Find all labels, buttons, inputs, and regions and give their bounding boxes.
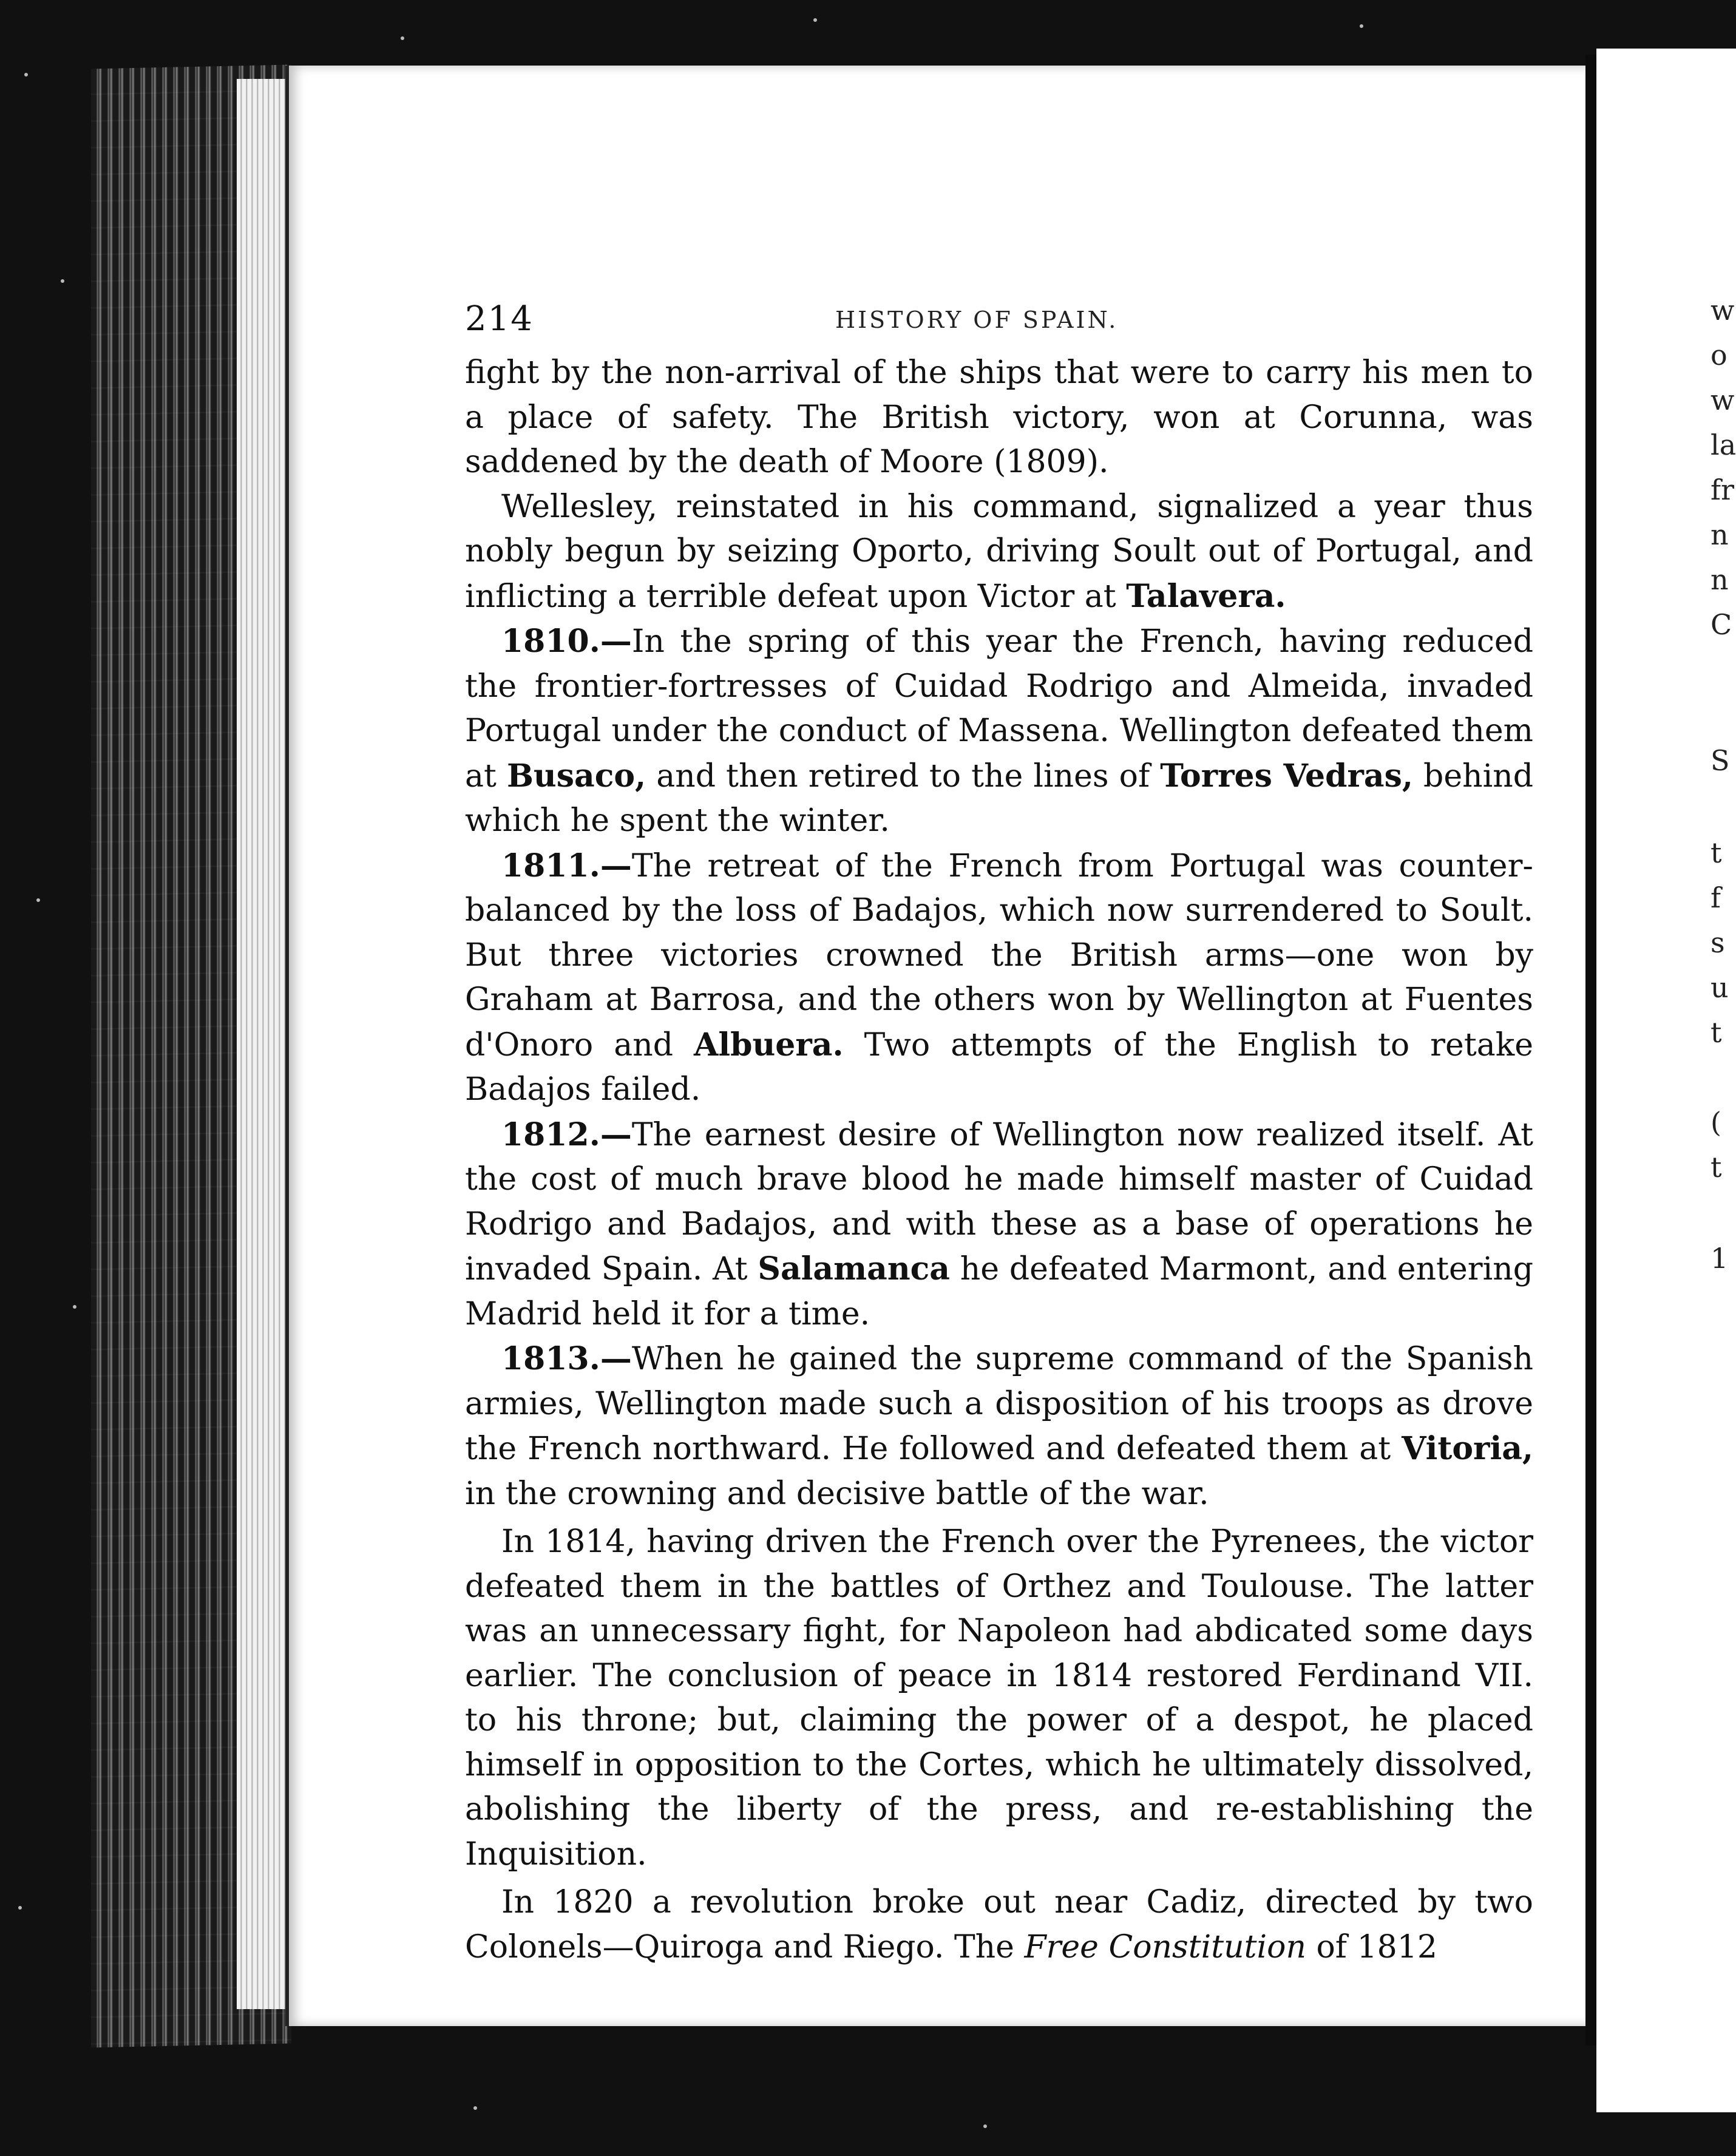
scan-speck: [18, 1906, 22, 1910]
bold-term: 1813.—: [501, 1340, 632, 1377]
paragraph: [465, 619, 1533, 844]
facing-page-fragment: n: [1711, 518, 1729, 551]
paragraph-text: of 1812: [1306, 1928, 1437, 1965]
bold-term: Salamanca: [758, 1250, 950, 1287]
bold-term: 1810.—: [501, 623, 632, 660]
scan-speck: [813, 18, 817, 22]
paragraph-text: The retreat of the French from Portugal was counter-balanced by the loss of Badajos, which now surrendered to Soult. But three victories crowned the British arms—one won by Graham at Barrosa, and the others won by Wellington at Fuentes d'Onoro and: [465, 847, 1533, 1063]
scan-speck: [401, 36, 404, 40]
paragraph: [465, 351, 1533, 485]
paragraph-text: Two attempts of the English to retake Badajos failed.: [465, 1026, 1533, 1108]
paragraph-text: in the crowning and decisive battle of the war.: [465, 1475, 1209, 1512]
paragraph: [465, 1337, 1533, 1516]
bold-term: Vitoria,: [1402, 1430, 1533, 1467]
book-gutter: [1585, 55, 1596, 2046]
page-number: 214: [465, 299, 534, 339]
running-title: HISTORY OF SPAIN.: [835, 307, 1119, 333]
bold-term: 1811.—: [501, 847, 632, 884]
scan-speck: [473, 2106, 477, 2110]
paragraph-text: In 1814, having driven the French over the Pyrenees, the victor defeated them in the battles of Orthez and Toulouse. The latter was an unnecessary fight, for Napoleon had abdicated some days earlier. The conclusion of peace in 1814 restored Ferdinand VII. to his throne; but, claiming the power of a despot, he placed himself in opposition to the Cortes, which he ultimately dissolved, abolishing the liberty of the press, and re-establishing the Inquisition.: [465, 1524, 1533, 1873]
paragraph: [465, 1880, 1533, 1970]
scan-speck: [24, 73, 28, 76]
paragraph: [465, 1520, 1533, 1877]
scan-speck: [983, 2124, 987, 2128]
paragraph-text: he defeated Marmont, and entering Madrid held it for a time.: [465, 1251, 1533, 1332]
paragraph-text: and then retired to the lines of: [646, 758, 1161, 795]
facing-page-fragment: w: [1711, 384, 1735, 416]
facing-page-fragment: 1: [1711, 1242, 1729, 1275]
bold-term: Albuera.: [694, 1026, 844, 1063]
facing-page-fragment: (: [1711, 1106, 1721, 1139]
scan-speck: [36, 898, 40, 902]
facing-page-fragment: u: [1711, 971, 1729, 1004]
facing-page-fragment: t: [1711, 836, 1722, 869]
facing-page-fragment: s: [1711, 926, 1725, 959]
italic-term: Free Constitution: [1024, 1928, 1306, 1965]
bold-term: 1812.—: [501, 1116, 632, 1153]
paragraph-text: Wellesley, reinstated in his command, signalized a year thus nobly begun by seizing Oporto, driving Soult out of Portugal, and inflicting a terrible defeat upon Victor at: [465, 488, 1533, 615]
paragraph-text: The earnest desire of Wellington now realized itself. At the cost of much brave blood he made himself master of Cuidad Rodrigo and Badajos, and with these as a base of operations he invaded Spain. At: [465, 1116, 1533, 1287]
book-page-edges-light: [237, 79, 291, 2009]
paragraph-text: In 1820 a revolution broke out near Cadiz, directed by two Colonels—Quiroga and Riego. The: [465, 1884, 1533, 1965]
facing-page-fragment: t: [1711, 1151, 1722, 1184]
paragraph-text: When he gained the supreme command of the Spanish armies, Wellington made such a disposition of his troops as drove the French northward. He followed and defeated them at: [465, 1341, 1533, 1467]
facing-page-fragment: C: [1711, 608, 1732, 641]
paragraph-text: In the spring of this year the French, having reduced the frontier-fortresses of Cuidad Rodrigo and Almeida, invaded Portugal under the conduct of Massena. Wellington defeated them at: [465, 623, 1533, 795]
scan-speck: [1360, 24, 1363, 28]
paragraph: [465, 844, 1533, 1113]
facing-page-fragment: f: [1711, 881, 1721, 914]
scan-speck: [73, 1305, 76, 1309]
paragraph: [465, 1113, 1533, 1337]
facing-page-fragment: S: [1711, 744, 1730, 777]
body-text: [465, 351, 1533, 1970]
bold-term: Talavera.: [1126, 577, 1286, 615]
facing-page-fragment: o: [1711, 339, 1728, 371]
facing-page-fragment: w: [1711, 294, 1735, 327]
page-header: [289, 299, 1600, 339]
facing-page-fragment: la: [1711, 429, 1736, 461]
bold-term: Torres Vedras,: [1160, 757, 1413, 795]
bold-term: Busaco,: [506, 757, 646, 795]
paragraph: [465, 485, 1533, 620]
facing-page-fragment: n: [1711, 563, 1729, 596]
facing-page-fragment: t: [1711, 1016, 1722, 1049]
paragraph-text: behind which he spent the winter.: [465, 758, 1533, 839]
book-page: [285, 66, 1600, 2026]
paragraph-text: fight by the non-arrival of the ships that were to carry his men to a place of safety. The British victory, won at Corunna, was saddened by the death of Moore (1809).: [465, 354, 1533, 480]
scan-speck: [61, 279, 64, 283]
facing-page-fragment: fr: [1711, 473, 1735, 506]
